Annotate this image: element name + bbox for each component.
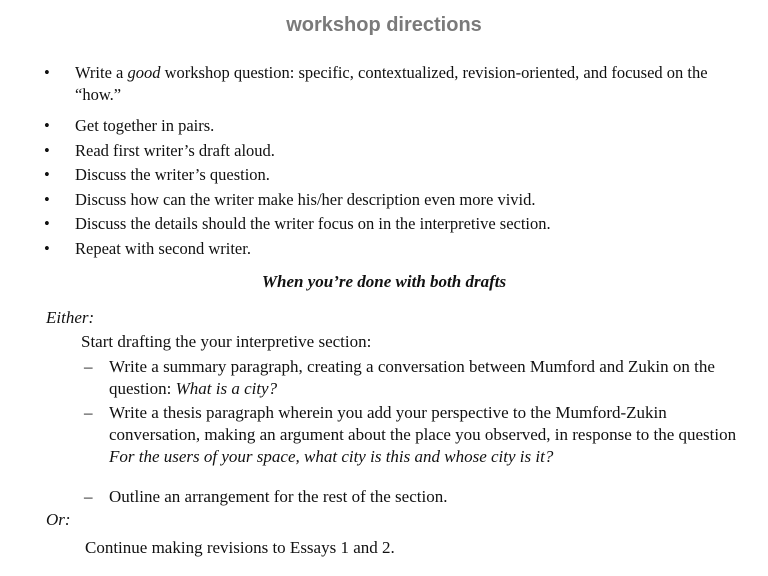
- bullet-icon: •: [44, 165, 50, 184]
- either-label: Either:: [46, 308, 95, 327]
- sub-item: Write a thesis paragraph wherein you add your perspective to the Mumford-Zukin conversation, making an argument about the place you observed, in response to the question For the users of your space, what city is this and whose city is it?: [109, 403, 737, 466]
- sub-item: Write a summary paragraph, creating a conversation between Mumford and Zukin on the question: What is a city?: [109, 357, 715, 398]
- slide-title: workshop directions: [286, 14, 482, 36]
- subheading: When you’re done with both drafts: [261, 272, 507, 291]
- bullet-icon: •: [44, 116, 50, 135]
- slide: workshop directions • Write a good workshop question: specific, contextualized, revision-oriented, and focused on the “how.” • Get together in pairs. • Read first writer’s draft aloud. • Discuss the writer’s question. • Discuss how can the writer make his/her description even more vivid. • Discuss the details should the writer focus on in the interpretive section. • Repeat with second writer. When you’re done with both drafts Either: Start drafting the your interpretive section: – Write a summary paragraph, creating a conversation between Mumford and Zukin on the question: What is a city? – Write a thesis paragraph wherein you add your perspective to the Mumford-Zukin conversation, making an argument about the place you observed, in response to the question For the users of your space, what city is this and whose city is it? – Outline an arrangement for the rest of the section. Or: Continue making revisions to Essays 1 and 2.: [0, 0, 768, 576]
- bullet-icon: •: [44, 63, 50, 82]
- dash-icon: –: [84, 357, 93, 376]
- dash-icon: –: [84, 487, 93, 506]
- dash-icon: –: [84, 403, 93, 422]
- bullet-icon: •: [44, 190, 50, 209]
- or-text: Continue making revisions to Essays 1 and 2.: [85, 538, 395, 557]
- bullet-icon: •: [44, 214, 50, 233]
- bullet-icon: •: [44, 141, 50, 160]
- sub-item: Outline an arrangement for the rest of the section.: [109, 487, 448, 506]
- bullet-icon: •: [44, 239, 50, 258]
- either-intro: Start drafting the your interpretive section:: [81, 332, 372, 351]
- or-label: Or:: [46, 510, 71, 529]
